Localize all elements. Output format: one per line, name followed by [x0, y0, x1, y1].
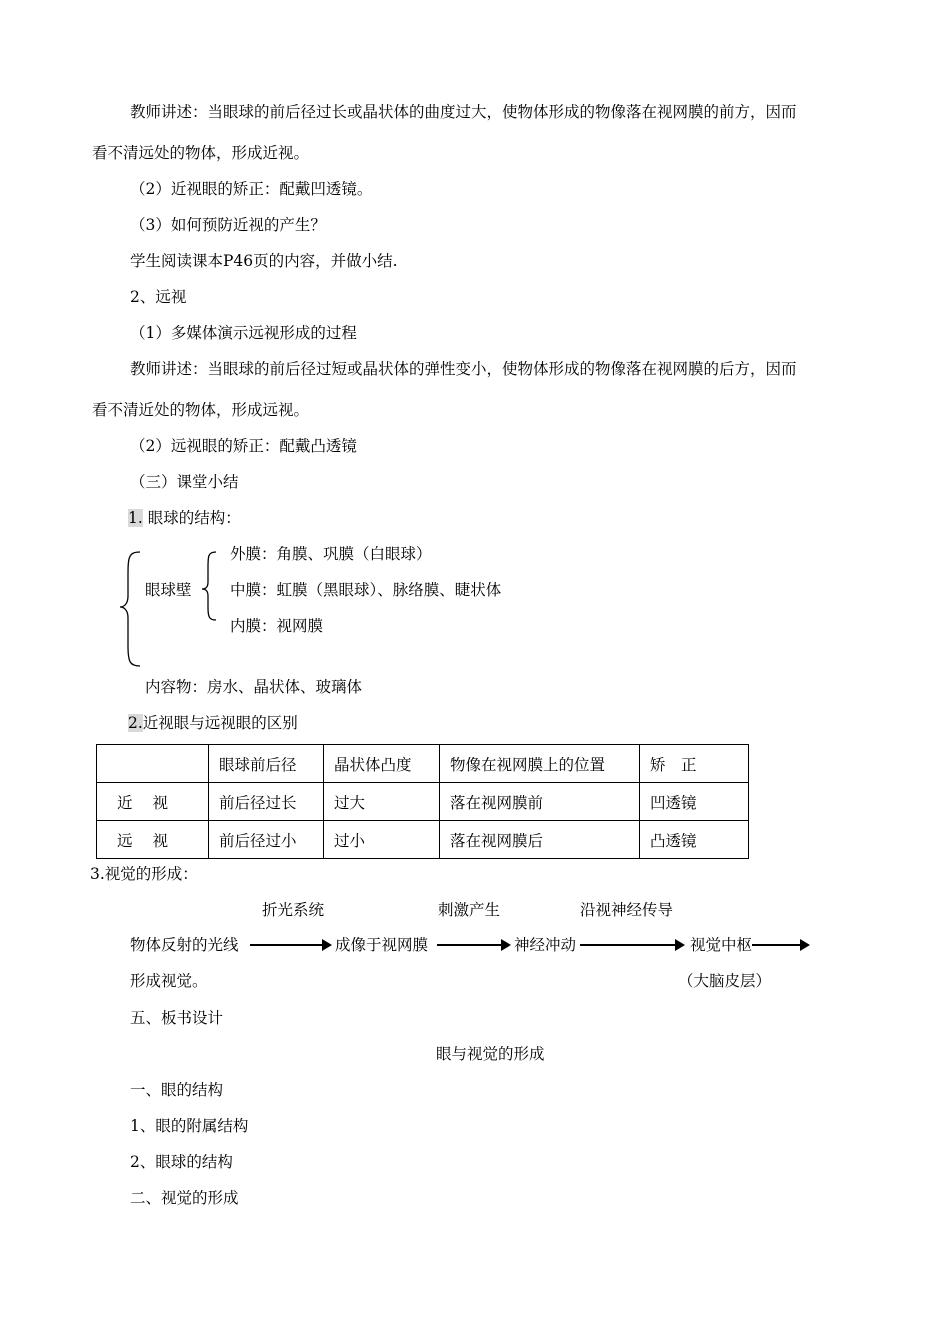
- table-row-header: 远视: [97, 821, 209, 859]
- table-cell: 过大: [324, 783, 440, 821]
- table-cell: 前后径过长: [209, 783, 324, 821]
- flow-step-impulse: 神经冲动: [514, 936, 577, 954]
- hyperopia-correction: （2）远视眼的矫正：配戴凸透镜: [130, 437, 357, 455]
- table-header-cell: 眼球前后径: [209, 745, 324, 783]
- table-row: [97, 783, 749, 821]
- flow-step-image: 成像于视网膜: [335, 936, 429, 954]
- comparison-table: [96, 744, 749, 859]
- class-summary-heading: （三）课堂小结: [130, 473, 239, 491]
- flow-arrow: [752, 944, 808, 946]
- flow-note-cortex: （大脑皮层）: [678, 972, 772, 990]
- middle-layer: 中膜：虹膜（黑眼球）、脉络膜、睫状体: [230, 581, 502, 599]
- flow-label-refraction: 折光系统: [262, 901, 325, 919]
- flow-label-stimulus: 刺激产生: [438, 901, 501, 919]
- table-cell: 前后径过小: [209, 821, 324, 859]
- eyeball-wall-label: 眼球壁: [145, 581, 192, 599]
- vision-heading: 3.视觉的形成：: [90, 865, 198, 883]
- table-cell: 凹透镜: [640, 783, 749, 821]
- prevention-question: （3）如何预防近视的产生？: [130, 216, 326, 234]
- comparison-number: 2.: [128, 714, 143, 732]
- eyeball-contents: 内容物：房水、晶状体、玻璃体: [145, 678, 363, 696]
- inner-layer: 内膜：视网膜: [230, 617, 324, 635]
- board-design-title: 眼与视觉的形成: [436, 1045, 545, 1063]
- structure-heading: [128, 508, 241, 528]
- text-line: 教师讲述：当眼球的前后径过短或晶状体的弹性变小，使物体形成的物像落在视网膜的后方，因而: [130, 360, 797, 378]
- table-cell: 凸透镜: [640, 821, 749, 859]
- table-cell: 落在视网膜后: [440, 821, 640, 859]
- board-item: 1、眼的附属结构: [130, 1117, 249, 1135]
- flow-arrow: [250, 944, 330, 946]
- table-header-cell: [97, 745, 209, 783]
- table-header-cell: 物像在视网膜上的位置: [440, 745, 640, 783]
- flow-arrow: [580, 944, 683, 946]
- board-design-heading: 五、板书设计: [130, 1009, 224, 1027]
- table-cell: 落在视网膜前: [440, 783, 640, 821]
- outer-layer: 外膜：角膜、巩膜（白眼球）: [230, 545, 432, 563]
- flow-result: 形成视觉。: [130, 972, 208, 990]
- table-header-cell: 矫 正: [640, 745, 749, 783]
- table-row: [97, 821, 749, 859]
- comparison-heading: [128, 713, 298, 733]
- hyperopia-demo: （1）多媒体演示远视形成的过程: [130, 324, 357, 342]
- flow-step-light: 物体反射的光线: [130, 936, 239, 954]
- flow-arrow: [437, 944, 509, 946]
- structure-number: 1.: [128, 509, 143, 527]
- structure-heading-text: 眼球的结构：: [147, 509, 241, 527]
- outer-brace: [120, 552, 140, 666]
- flow-label-conduction: 沿视神经传导: [580, 901, 674, 919]
- comparison-heading-text: 近视眼与远视眼的区别: [142, 714, 298, 732]
- board-item: 一、眼的结构: [130, 1081, 224, 1099]
- board-item: 2、眼球的结构: [130, 1153, 233, 1171]
- hyperopia-heading: 2、远视: [130, 288, 187, 306]
- myopia-correction: （2）近视眼的矫正：配戴凹透镜。: [130, 180, 373, 198]
- brace-diagram: [118, 548, 218, 670]
- inner-brace: [202, 552, 216, 620]
- board-item: 二、视觉的形成: [130, 1189, 239, 1207]
- text-line: 看不清近处的物体，形成远视。: [92, 401, 310, 419]
- table-row-header: 近视: [97, 783, 209, 821]
- table-header-cell: 晶状体凸度: [324, 745, 440, 783]
- text-line: 看不清远处的物体，形成近视。: [92, 144, 310, 162]
- flow-step-center: 视觉中枢: [690, 936, 753, 954]
- text-line: 教师讲述：当眼球的前后径过长或晶状体的曲度过大，使物体形成的物像落在视网膜的前方，因而: [130, 103, 797, 121]
- student-reading: 学生阅读课本P46页的内容，并做小结.: [130, 252, 398, 270]
- table-header-row: [97, 745, 749, 783]
- table-cell: 过小: [324, 821, 440, 859]
